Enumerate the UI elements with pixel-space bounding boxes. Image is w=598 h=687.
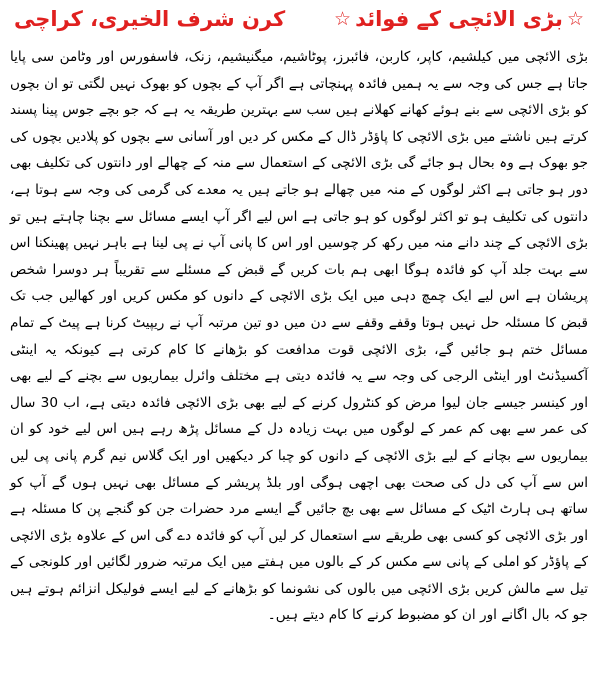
article-title: بڑی الائچی کے فوائد bbox=[355, 7, 563, 31]
article-header bbox=[10, 4, 588, 34]
author-byline: کرن شرف الخیری، کراچی bbox=[14, 7, 286, 31]
article-paragraph: بڑی الائچی میں کیلشیم، کاپر، کاربن، فائبرز، پوٹاشیم، میگنیشیم، زنک، فاسفورس اور وٹامن سی پایا جاتا ہے جس کی وجہ سے یہ ہمیں فائدہ پہنچاتی ہے اگر آپ کے بچوں کو بھوک نہیں لگتی تو ان بچوں کو بڑی الائچی سے بنے ہوئے کھانے کھلانے ہیں سب سے بہترین طریقہ یہ ہے کہ جو بچے جوس پینا پسند کرتے ہیں ناشتے میں بڑی الائچی کا پاؤڈر ڈال کے مکس کر دیں اور آسانی سے بچوں کو پلادیں بچوں کی جو بھوک ہے وہ بحال ہو جائے گی بڑی الائچی کے استعمال سے منہ کے چھالے اور دانتوں کی تکلیف بھی دور ہو جاتی ہے اکثر لوگوں کے منہ میں چھالے ہو جاتے ہیں یہ معدے کی گرمی کی وجہ سے ہوتا ہے، دانتوں کی تکلیف ہو تو اکثر لوگوں کو ہو جاتی ہے اس لیے اگر آپ ایسے مسائل سے بچنا چاہتے ہیں تو بڑی الائچی کے چند دانے منہ میں رکھ کر چوسیں اور اس کا پانی آپ نے پی لینا ہے باہر نہیں پھینکنا اس سے بہت جلد آپ کو فائدہ ہوگا ابھی ہم بات کریں گے قبض کے مسئلے سے تقریباً ہر دوسرا شخص پریشان ہے اس لیے ایک چمچ دہی میں ایک بڑی الائچی کے دانوں کو مکس کریں اور کھالیں جب تک قبض کا مسئلہ حل نہیں ہوتا وقفے وقفے سے دن میں دو تین مرتبہ آپ نے ریپیٹ کرنا ہے پیٹ کے تمام مسائل ختم ہو جائیں گے، بڑی الائچی قوت مدافعت کو بڑھانے کا کام کرتی ہے کیونکہ یہ اینٹی آکسیڈنٹ اور اینٹی الرجی کی وجہ سے یہ فائدہ دیتی ہے مختلف وائرل بیماریوں سے بچنے کے لیے بھی اور کینسر جیسے جان لیوا مرض کو کنٹرول کرنے کے لیے بھی بڑی الائچی فائدہ دیتی ہے، اب 30 سال کی عمر سے بھی کم عمر کے لوگوں میں بہت زیادہ دل کے مسائل پڑھ رہے ہیں اس لیے خود کو ان بیماریوں سے بچانے کے لیے بڑی الائچی کے دانوں کو چبا کر دیکھیں اور ایک گلاس نیم گرم پانی پی لیں اس سے آپ کی دل کی صحت بھی اچھی ہوگی اور بلڈ پریشر کے مسائل بھی نہیں ہوں گے آپ کو ساتھ ہی ہارٹ اٹیک کے مسائل سے بھی بچ جائیں گے ایسے مرد حضرات جن کو گنجے پن کا مسئلہ ہے اور بڑی الائچی کو کسی بھی طریقے سے استعمال کر لیں آپ کو فائدہ دے گی اس کے علاوہ بڑی الائچی کے پاؤڈر کو املی کے پانی سے مکس کر کے بالوں میں ہفتے میں ایک مرتبہ ضرور لگائیں اور کلونجی کے تیل سے مالش کریں بڑی الائچی میں بالوں کی نشونما کو بڑھانے کے لیے ایسے فولیکل انزائم ہوتے ہیں جو کہ بال اگانے اور ان کو مضبوط کرنے کا کام دیتے ہیں۔ bbox=[10, 49, 588, 624]
article-body bbox=[10, 44, 588, 629]
star-icon-left: ☆ bbox=[334, 8, 352, 30]
star-icon-right: ☆ bbox=[566, 8, 584, 30]
title-group bbox=[330, 4, 588, 34]
